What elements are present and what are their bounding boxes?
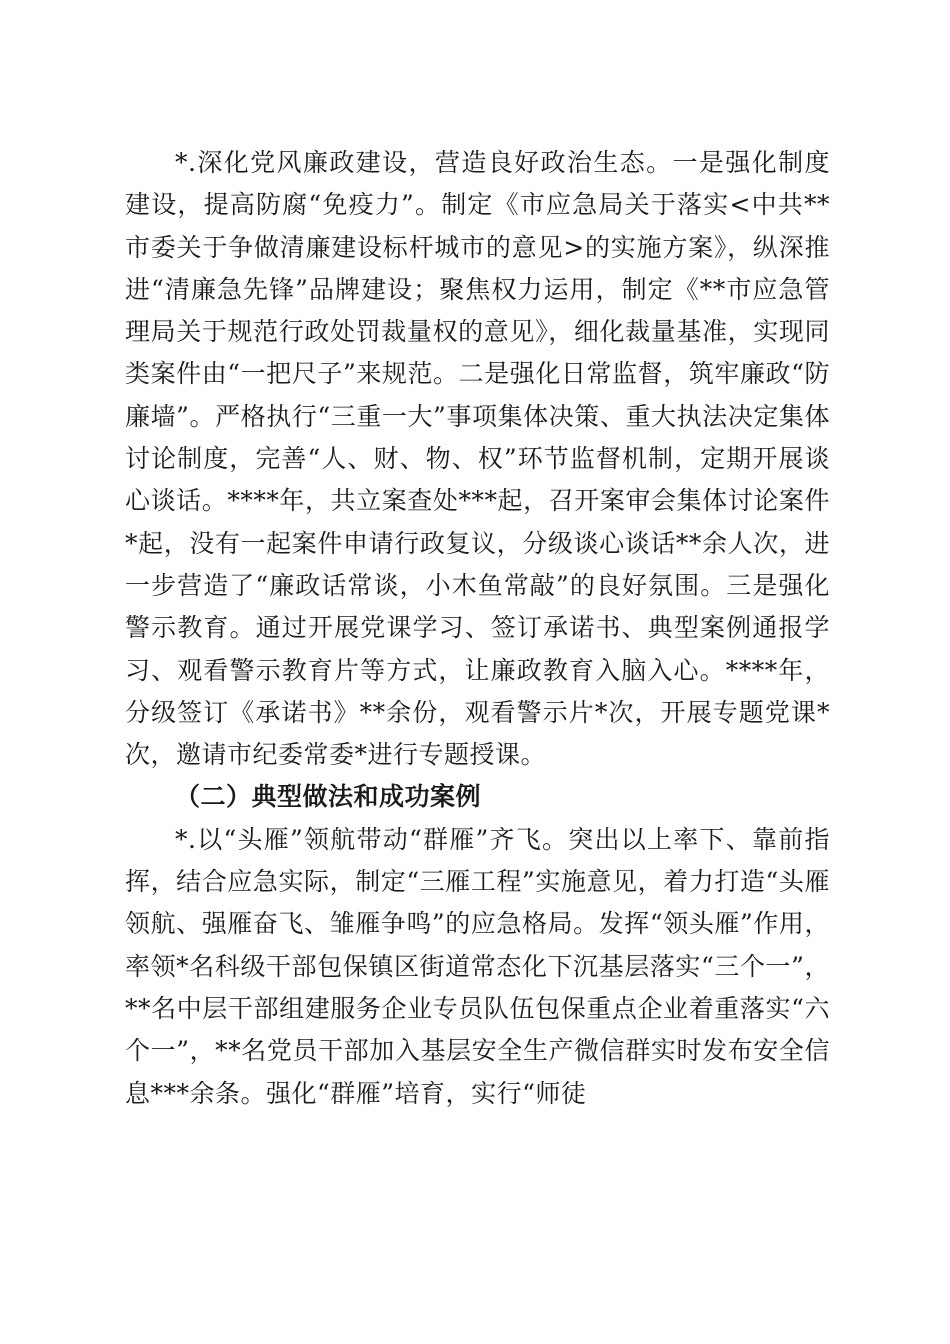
document-body (125, 142, 830, 1115)
paragraph-party-conduct: *.深化党风廉政建设，营造良好政治生态。一是强化制度建设，提高防腐“免疫力”。制定《市应急局关于落实<中共**市委关于争做清廉建设标杆城市的意见>的实施方案》，纵深推进“清廉急先锋”品牌建设；聚焦权力运用，制定《**市应急管理局关于规范行政处罚裁量权的意见》，细化裁量基准，实现同类案件由“一把尺子”来规范。二是强化日常监督，筑牢廉政“防廉墙”。严格执行“三重一大”事项集体决策、重大执法决定集体讨论制度，完善“人、财、物、权”环节监督机制，定期开展谈心谈话。****年，共立案查处***起，召开案审会集体讨论案件*起，没有一起案件申请行政复议，分级谈心谈话**余人次，进一步营造了“廉政话常谈，小木鱼常敲”的良好氛围。三是强化警示教育。通过开展党课学习、签订承诺书、典型案例通报学习、观看警示教育片等方式，让廉政教育入脑入心。****年，分级签订《承诺书》**余份，观看警示片*次，开展专题党课*次，邀请市纪委常委*进行专题授课。 (125, 148, 830, 770)
paragraph-lead-geese: *.以“头雁”领航带动“群雁”齐飞。突出以上率下、靠前指挥，结合应急实际，制定“三雁工程”实施意见，着力打造“头雁领航、强雁奋飞、雏雁争鸣”的应急格局。发挥“领头雁”作用，率领*名科级干部包保镇区街道常态化下沉基层落实“三个一”，**名中层干部组建服务企业专员队伍包保重点企业着重落实“六个一”，**名党员干部加入基层安全生产微信群实时发布安全信息***余条。强化“群雁”培育，实行“师徒 (125, 824, 830, 1108)
section-heading: （二）典型做法和成功案例 (175, 782, 482, 812)
